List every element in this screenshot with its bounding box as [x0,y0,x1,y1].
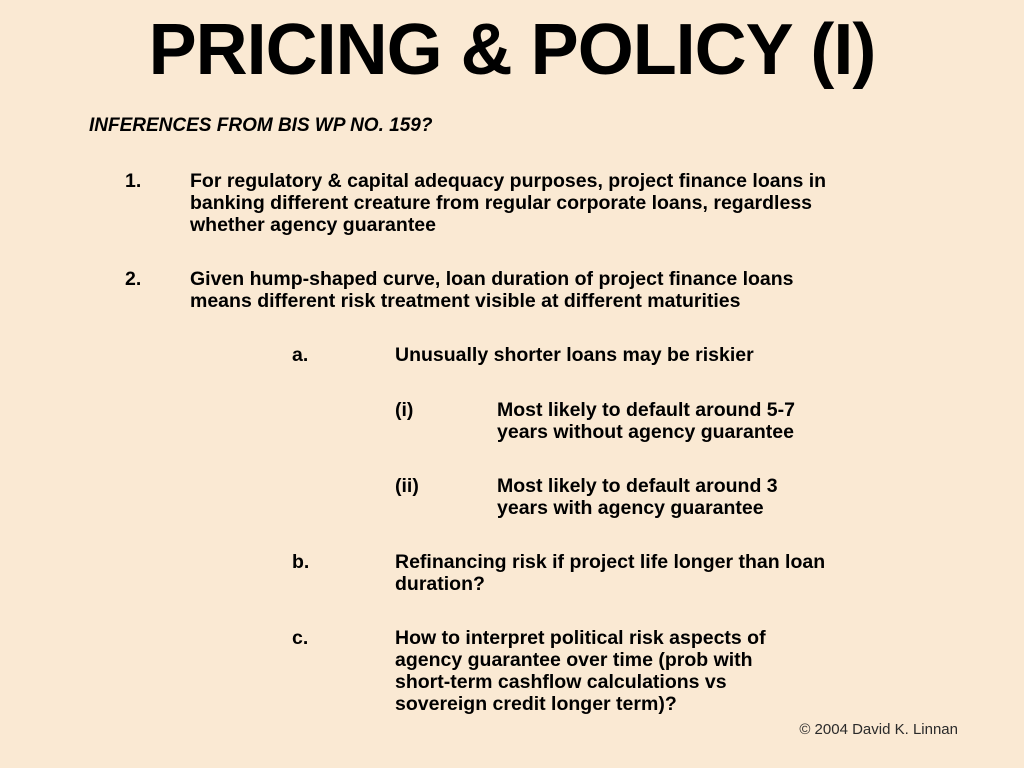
list-item-line: Unusually shorter loans may be riskier [395,344,754,366]
list-item-line: Given hump-shaped curve, loan duration of project finance loans [190,268,794,290]
list-item-b [395,551,825,595]
list-item-line: whether agency guarantee [190,214,436,236]
list-item-c [395,627,766,715]
copyright-footer: © 2004 David K. Linnan [799,721,958,738]
list-item-line: agency guarantee over time (prob with [395,649,753,671]
list-item-line: Most likely to default around 3 [497,475,778,497]
list-marker-ii: (ii) [395,475,419,497]
list-marker-2: 2. [125,268,142,290]
list-item-line: years with agency guarantee [497,497,764,519]
slide-subtitle: INFERENCES FROM BIS WP NO. 159? [89,115,433,136]
list-item-line: How to interpret political risk aspects of [395,627,766,649]
list-item-ii [497,475,778,519]
list-item-line: Most likely to default around 5-7 [497,399,795,421]
list-marker-i: (i) [395,399,414,421]
list-item-line: Refinancing risk if project life longer than loan [395,551,826,573]
list-marker-c: c. [292,627,309,649]
list-item-line: duration? [395,573,485,595]
slide-title: PRICING & POLICY (I) [148,10,876,90]
list-marker-b: b. [292,551,310,573]
list-item-1 [190,170,826,236]
list-marker-1: 1. [125,170,142,192]
list-item-i [497,399,795,443]
list-marker-a: a. [292,344,309,366]
list-item-2 [190,268,794,312]
list-item-line: sovereign credit longer term)? [395,693,677,715]
list-item-line: banking different creature from regular corporate loans, regardless [190,192,813,214]
list-item-line: For regulatory & capital adequacy purposes, project finance loans in [190,170,827,192]
list-item-line: years without agency guarantee [497,421,794,443]
list-item-a [395,344,754,366]
list-item-line: means different risk treatment visible at different maturities [190,290,741,312]
list-item-line: short-term cashflow calculations vs [395,671,727,693]
